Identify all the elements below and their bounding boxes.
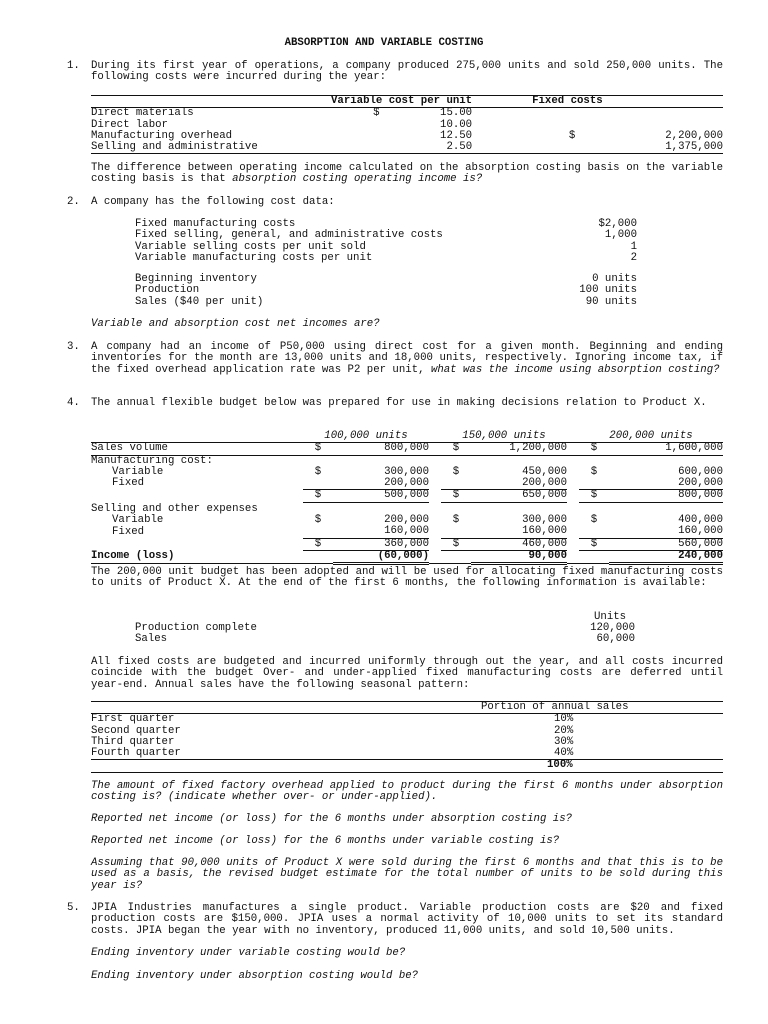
list-item: Production 100 units [135, 284, 637, 297]
table-row: Direct labor 10.00 [91, 118, 473, 131]
list-item: Sales ($40 per unit) 90 units [135, 295, 637, 308]
table-row: Fourth quarter 40% [91, 748, 723, 760]
q4-question-1: The amount of fixed factory overhead applied to product during the first 6 months under absorption costing is? (indicate whether over- or under-applied). [91, 780, 723, 804]
table-row: Second quarter 20% [91, 724, 574, 737]
q5-text: JPIA Industries manufactures a single product. Variable production costs are $20 and fixed production costs are $150,000. JPIA uses a normal activity of 10,000 units to set its standard costs. JPIA began the year with no inventory, produced 11,000 units, and sold 10,500 units. [91, 902, 723, 937]
table-row: Variable $ 200,000 $ 300,000 $ 400,000 [112, 514, 723, 527]
q1-text: During its first year of operations, a company produced 275,000 units and sold 250,000 units. The following costs were incurred during the year: [91, 60, 723, 84]
q1-question: The difference between operating income calculated on the absorption costing basis on the variable costing basis is that absorption costing operating income is? [91, 162, 723, 186]
q4-number: 4. [67, 397, 80, 409]
table-row: 100% [91, 760, 723, 772]
q5-question-2: Ending inventory under absorption costing would be? [91, 970, 419, 982]
q2-inventory-data [135, 274, 637, 308]
q4-units-table [135, 623, 635, 646]
table-row: First quarter 10% [91, 713, 574, 726]
table-row: Variable $ 300,000 $ 450,000 $ 600,000 [112, 465, 723, 478]
q4-flexible-budget-table [91, 431, 723, 565]
table-row: Manufacturing cost: [91, 454, 213, 467]
list-item: Fixed selling, general, and administrative costs 1,000 [135, 229, 637, 242]
q5-number: 5. [67, 902, 80, 914]
table-row: Selling and other expenses [91, 502, 258, 515]
table-row: Fixed 200,000 200,000 200,000 [112, 477, 723, 490]
list-item: Sales 60,000 [135, 633, 635, 646]
q1-number: 1. [67, 60, 80, 72]
q4-question-3: Reported net income (or loss) for the 6 months under variable costing is? [91, 835, 560, 847]
table-row: Sales volume $ 800,000 $ 1,200,000 $ 1,600,000 [91, 442, 723, 455]
q1-cost-table [91, 95, 723, 154]
list-item: Fixed manufacturing costs $2,000 [135, 218, 637, 230]
q4-text: The annual flexible budget below was prepared for use in making decisions relation to Product X. [91, 397, 707, 409]
q1-header-variable: Variable cost per unit [331, 95, 473, 107]
document-title: ABSORPTION AND VARIABLE COSTING [284, 37, 484, 49]
q4-units-header: Units [594, 611, 627, 623]
q4-question-4: Assuming that 90,000 units of Product X were sold during the first 6 months and that this is to be used as a basis, the revised budget estimate for the total number of units to be sold during this year is? [91, 857, 723, 892]
q4-question-2: Reported net income (or loss) for the 6 months under absorption costing is? [91, 813, 573, 825]
table-header-row: 100,000 units 150,000 units 200,000 units [324, 430, 693, 442]
q3-text: A company had an income of P50,000 using direct cost for a given month. Beginning and ending inventories for the month are 13,000 units and 18,000 units, respectively. Ignoring income tax, if the fixed overhead application rate was P2 per unit, what was the income using absorption costing? [91, 341, 723, 376]
table-header-row: Portion of annual sales [91, 702, 723, 714]
table-row: Third quarter 30% [91, 735, 574, 748]
list-item: Variable selling costs per unit sold 1 [135, 240, 637, 253]
q4-paragraph-3: All fixed costs are budgeted and incurred uniformly through out the year, and all costs incurred coincide with the budget Over- and under-applied fixed manufacturing costs are deferred until year-end. Annual sales have the following seasonal pattern: [91, 656, 723, 691]
q4-seasonal-table [91, 701, 723, 773]
table-header-row [91, 96, 723, 108]
table-row: $ 360,000 $ 460,000 $ 560,000 [91, 538, 723, 550]
q2-number: 2. [67, 196, 80, 208]
q2-question: Variable and absorption cost net incomes are? [91, 318, 380, 330]
table-row: $ 500,000 $ 650,000 $ 800,000 [91, 490, 723, 502]
table-row: Fixed 160,000 160,000 160,000 [112, 525, 723, 538]
list-item: Production complete 120,000 [135, 622, 635, 634]
list-item: Variable manufacturing costs per unit 2 [135, 251, 637, 264]
q2-cost-data [135, 219, 637, 264]
table-row: Income (loss) (60,000) 90,000 240,000 [91, 549, 723, 563]
table-row: Selling and administrative 2.50 1,375,000 [91, 141, 723, 154]
q5-question-1: Ending inventory under variable costing would be? [91, 947, 406, 959]
q3-number: 3. [67, 341, 80, 353]
q2-text: A company has the following cost data: [91, 196, 335, 208]
q1-header-fixed: Fixed costs [532, 96, 723, 108]
table-row: Manufacturing overhead 12.50 $ 2,200,000 [91, 129, 723, 142]
table-row: Direct materials $ 15.00 [91, 107, 473, 120]
q4-paragraph-2: The 200,000 unit budget has been adopted and will be used for allocating fixed manufacturing costs to units of Product X. At the end of the first 6 months, the following information is available: [91, 566, 723, 590]
list-item: Beginning inventory 0 units [135, 273, 637, 285]
